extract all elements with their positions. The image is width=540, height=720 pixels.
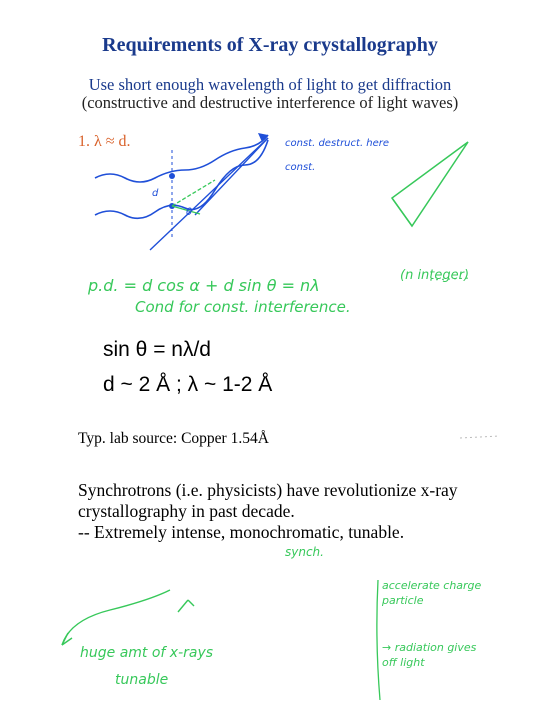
incoming-ray-bottom — [95, 140, 268, 218]
outgoing-ray-1 — [195, 138, 268, 215]
outgoing-ray-2 — [150, 138, 268, 250]
note-theta: θ — [186, 207, 193, 218]
note-n-integer: (n integer) — [400, 268, 470, 283]
equation-values: d ~ 2 Å ; λ ~ 1-2 Å — [103, 373, 273, 396]
synch-arrow — [62, 590, 170, 645]
note-tunable: tunable — [115, 672, 169, 688]
note-d: d — [152, 188, 159, 199]
note-synch: synch. — [285, 545, 324, 559]
incoming-ray-top — [95, 135, 268, 182]
note-huge-amount: huge amt of x-rays — [80, 645, 214, 661]
synchrotron-note: -- Extremely intense, monochromatic, tunable. — [78, 522, 405, 542]
note-accelerate: accelerate charge particle — [382, 579, 482, 607]
slide-subnote: (constructive and destructive interference of light waves) — [81, 93, 459, 112]
slide-title: Requirements of X-ray crystallography — [102, 34, 438, 56]
path-diff-line — [172, 180, 215, 206]
note-pd-equation: p.d. = d cos α + d sin θ = nλ — [88, 276, 320, 295]
point-wavelength: 1. λ ≈ d. — [78, 133, 131, 150]
equation-bragg: sin θ = nλ/d — [103, 338, 211, 361]
note-radiation: → radiation gives off light — [382, 641, 477, 669]
note-const-destruct: const. destruct. here — [285, 138, 390, 149]
synchrotron-text: Synchrotrons (i.e. physicists) have revolutionize x-ray crystallography in past decade. — [78, 480, 458, 521]
slide-subtitle: Use short enough wavelength of light to get diffraction — [88, 75, 452, 94]
note-const: const. — [285, 162, 316, 173]
lab-source-text: Typ. lab source: Copper 1.54Å — [78, 430, 269, 447]
note-cond: Cond for const. interference. — [135, 298, 351, 316]
bracket-line — [377, 580, 380, 700]
